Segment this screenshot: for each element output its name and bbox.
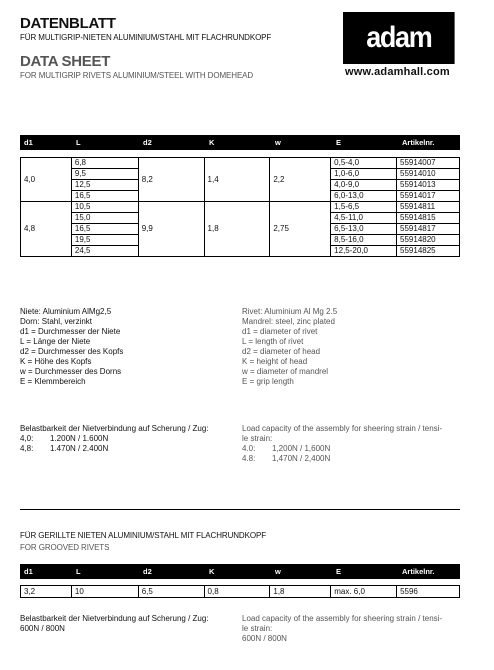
- load-title: Belastbarkeit der Nietverbindung auf Scherung / Zug:: [20, 424, 209, 433]
- load-title: le strain:: [242, 624, 273, 633]
- col-d1: d1: [24, 138, 33, 147]
- adam-hall-logo: adam hall: [343, 12, 455, 64]
- grooved-rivet-table: [20, 585, 460, 598]
- cell-art: 55914017: [397, 191, 460, 202]
- table-row: [21, 586, 460, 598]
- website-url: www.adamhall.com: [345, 66, 450, 78]
- cell-l: 9,5: [71, 169, 138, 180]
- table2-header: [20, 564, 460, 579]
- col-artikelnr: Artikelnr.: [402, 138, 435, 147]
- cell-art: 55914825: [397, 246, 460, 257]
- legend-de: [20, 307, 123, 387]
- load-capacity2-en: [242, 614, 442, 644]
- cell-l: 6,8: [71, 158, 138, 169]
- cell-l: 10: [71, 586, 138, 598]
- legend-line: L = Länge der Niete: [20, 337, 91, 346]
- section2-title-en: FOR GROOVED RIVETS: [20, 543, 110, 552]
- legend-line: Rivet: Aluminium Al Mg 2.5: [242, 307, 338, 316]
- cell-art: 5596: [397, 586, 460, 598]
- cell-k: 1,4: [204, 158, 270, 202]
- load-title: Load capacity of the assembly for sheering strain / tensi-: [242, 614, 443, 623]
- cell-w: 2,2: [270, 158, 331, 202]
- cell-d1: 4,0: [21, 158, 72, 202]
- load-title: Load capacity of the assembly for sheering strain / tensi-: [242, 424, 443, 433]
- load-title: le strain:: [242, 434, 273, 443]
- col-k: K: [209, 567, 215, 576]
- col-l: L: [76, 567, 81, 576]
- col-w: w: [275, 567, 281, 576]
- legend-en: [242, 307, 337, 387]
- cell-l: 16,5: [71, 224, 138, 235]
- cell-e: max. 6,0: [331, 586, 397, 598]
- legend-line: E = Klemmbereich: [20, 377, 86, 386]
- col-d2: d2: [143, 567, 152, 576]
- cell-art: 55914007: [397, 158, 460, 169]
- cell-d1: 3,2: [21, 586, 72, 598]
- col-k: K: [209, 138, 215, 147]
- cell-l: 15,0: [71, 213, 138, 224]
- cell-e: 6,5-13,0: [331, 224, 397, 235]
- load-title: Belastbarkeit der Nietverbindung auf Scherung / Zug:: [20, 614, 209, 623]
- load-capacity-en: [242, 424, 442, 464]
- col-d1: d1: [24, 567, 33, 576]
- cell-l: 24,5: [71, 246, 138, 257]
- cell-d2: 8,2: [138, 158, 204, 202]
- load-size: 4.8:: [242, 454, 256, 463]
- section-divider: [20, 509, 460, 510]
- cell-d2: 6,5: [138, 586, 204, 598]
- load-size: 4,0:: [20, 434, 34, 443]
- cell-e: 6,0-13,0: [331, 191, 397, 202]
- legend-line: L = length of rivet: [242, 337, 304, 346]
- cell-w: 2,75: [270, 202, 331, 257]
- load-capacity2-de: [20, 614, 209, 634]
- col-w: w: [275, 138, 281, 147]
- cell-l: 16,5: [71, 191, 138, 202]
- subtitle-en: FOR MULTIGRIP RIVETS ALUMINIUM/STEEL WITH DOMEHEAD: [20, 71, 254, 80]
- cell-e: 4,0-9,0: [331, 180, 397, 191]
- rivet-table: [20, 157, 460, 257]
- section2-title-de: FÜR GERILLTE NIETEN ALUMINIUM/STAHL MIT FLACHRUNDKOPF: [20, 531, 266, 540]
- cell-e: 4,5-11,0: [331, 213, 397, 224]
- cell-d1: 4,8: [21, 202, 72, 257]
- subtitle-de: FÜR MULTIGRIP-NIETEN ALUMINIUM/STAHL MIT FLACHRUNDKOPF: [20, 33, 272, 42]
- cell-e: 1,5-6,5: [331, 202, 397, 213]
- cell-k: 0,8: [204, 586, 270, 598]
- load-value: 600N / 800N: [242, 634, 287, 643]
- legend-line: d2 = diameter of head: [242, 347, 321, 356]
- cell-art: 55914013: [397, 180, 460, 191]
- cell-e: 0,5-4,0: [331, 158, 397, 169]
- col-l: L: [76, 138, 81, 147]
- legend-line: Niete: Aluminium AlMg2,5: [20, 307, 112, 316]
- cell-e: 1,0-6,0: [331, 169, 397, 180]
- table1-header: [20, 135, 460, 150]
- col-artikelnr: Artikelnr.: [402, 567, 435, 576]
- title-de: DATENBLATT: [20, 15, 116, 32]
- load-value: 600N / 800N: [20, 624, 65, 633]
- cell-w: 1,8: [270, 586, 331, 598]
- cell-art: 55914811: [397, 202, 460, 213]
- legend-line: d2 = Durchmesser des Kopfs: [20, 347, 124, 356]
- cell-l: 19,5: [71, 235, 138, 246]
- cell-art: 55914815: [397, 213, 460, 224]
- cell-k: 1,8: [204, 202, 270, 257]
- cell-art: 55914817: [397, 224, 460, 235]
- legend-line: K = Höhe des Kopfs: [20, 357, 92, 366]
- load-size: 4,8:: [20, 444, 34, 453]
- load-value: 1,470N / 2,400N: [272, 454, 331, 463]
- col-e: E: [336, 138, 342, 147]
- cell-art: 55914010: [397, 169, 460, 180]
- legend-line: d1 = Durchmesser der Niete: [20, 327, 121, 336]
- cell-e: 12,5-20,0: [331, 246, 397, 257]
- table-row: [21, 202, 460, 213]
- table-row: [21, 158, 460, 169]
- load-value: 1.200N / 1.600N: [50, 434, 109, 443]
- load-capacity-de: [20, 424, 209, 454]
- legend-line: K = height of head: [242, 357, 308, 366]
- legend-line: w = Durchmesser des Dorns: [20, 367, 122, 376]
- load-value: 1.470N / 2.400N: [50, 444, 109, 453]
- legend-line: Mandrel: steel, zinc plated: [242, 317, 335, 326]
- legend-line: Dorn: Stahl, verzinkt: [20, 317, 93, 326]
- legend-line: d1 = diameter of rivet: [242, 327, 318, 336]
- legend-line: w = diameter of mandrel: [242, 367, 329, 376]
- cell-d2: 9,9: [138, 202, 204, 257]
- load-value: 1,200N / 1,600N: [272, 444, 331, 453]
- legend-line: E = grip length: [242, 377, 294, 386]
- cell-l: 10,5: [71, 202, 138, 213]
- cell-l: 12,5: [71, 180, 138, 191]
- title-en: DATA SHEET: [20, 53, 111, 70]
- col-d2: d2: [143, 138, 152, 147]
- load-size: 4.0:: [242, 444, 256, 453]
- cell-e: 8,5-16,0: [331, 235, 397, 246]
- cell-art: 55914820: [397, 235, 460, 246]
- col-e: E: [336, 567, 342, 576]
